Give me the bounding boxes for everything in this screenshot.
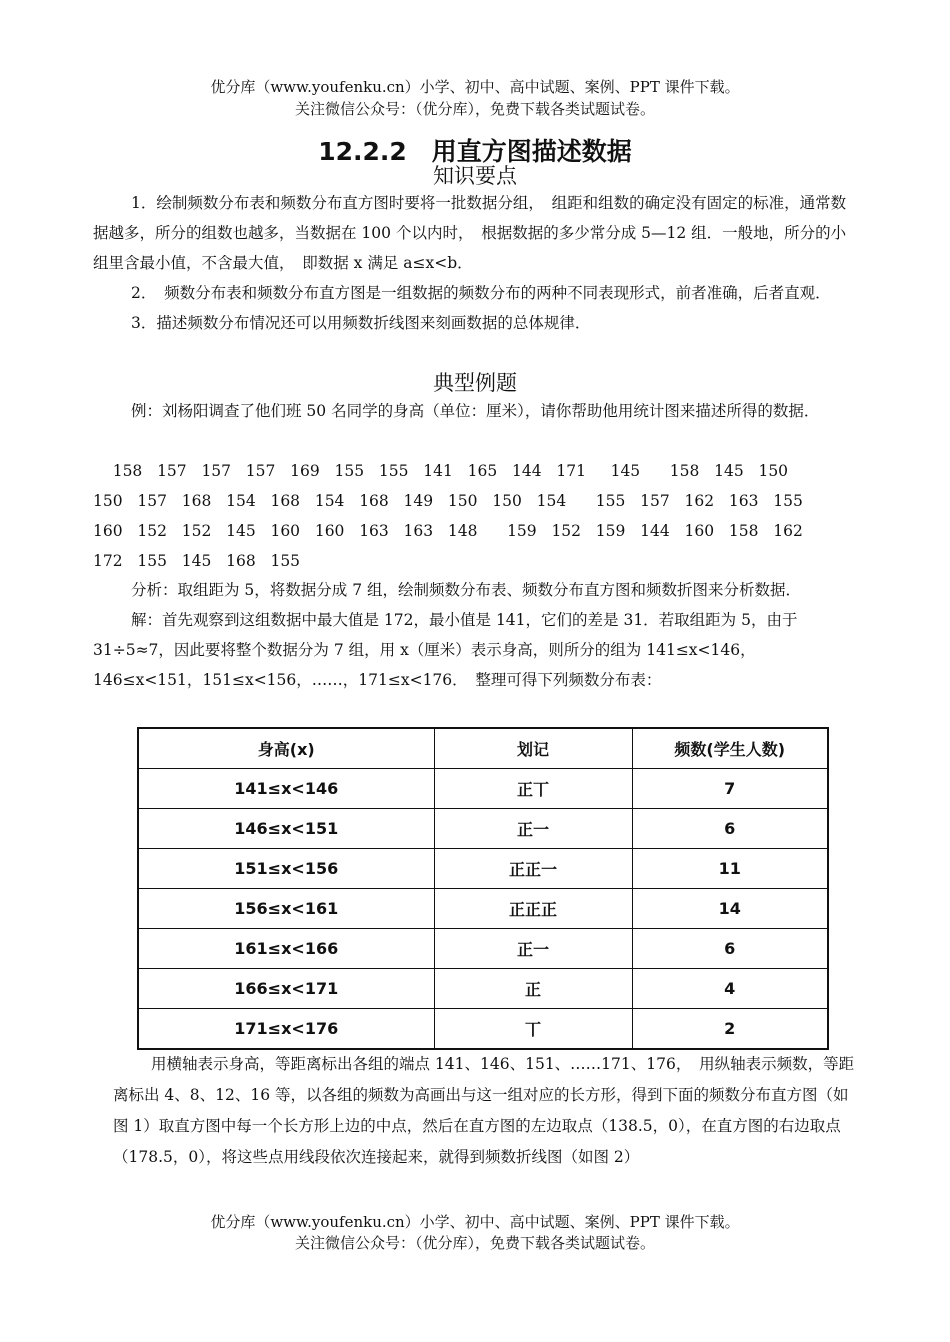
key-point-2: 2． 频数分布表和频数分布直方图是一组数据的频数分布的两种不同表现形式，前者准确，后者直观． (131, 284, 831, 302)
cell-tally: 正正正 (434, 889, 632, 929)
cell-frequency: 6 (632, 809, 828, 849)
key-point-3: 3．描述频数分布情况还可以用频数折线图来刻画数据的总体规律． (131, 314, 591, 332)
column-header-frequency: 频数(学生人数) (632, 728, 828, 769)
cell-frequency: 4 (632, 969, 828, 1009)
table-row (138, 969, 828, 1009)
table-row (138, 769, 828, 809)
cell-frequency: 11 (632, 849, 828, 889)
table-row (138, 849, 828, 889)
table-header-row (138, 728, 828, 769)
data-row: 172 155 145 168 155 (93, 552, 301, 570)
cell-tally: 正正一 (434, 849, 632, 889)
cell-tally: 正丅 (434, 769, 632, 809)
section-heading-examples: 典型例题 (433, 371, 517, 395)
data-row: 160 152 152 145 160 160 163 163 148 159 152 159 144 160 158 162 (93, 522, 803, 540)
cell-tally: 丅 (434, 1009, 632, 1050)
column-header-height: 身高(x) (138, 728, 434, 769)
example-statement (93, 396, 861, 426)
footer-line-1: 优分库（www.youfenku.cn）小学、初中、高中试题、案例、PPT 课件下载。 (210, 1213, 740, 1231)
frequency-table (137, 727, 829, 1050)
page-title: 12.2.2 用直方图描述数据 (318, 137, 632, 166)
analysis-text: 分析：取组距为 5，将数据分成 7 组，绘制频数分布表、频数分布直方图和频数折图来分析数据． (131, 581, 802, 599)
cell-range: 151≤x<156 (138, 849, 434, 889)
column-header-tally: 划记 (434, 728, 632, 769)
header-line-2: 关注微信公众号：（优分库），免费下载各类试题试卷。 (294, 100, 655, 118)
header-line-1: 优分库（www.youfenku.cn）小学、初中、高中试题、案例、PPT 课件下载。 (210, 78, 740, 96)
cell-tally: 正一 (434, 809, 632, 849)
cell-range: 171≤x<176 (138, 1009, 434, 1050)
cell-frequency: 7 (632, 769, 828, 809)
analysis-and-solution (93, 575, 861, 695)
cell-range: 156≤x<161 (138, 889, 434, 929)
closing-paragraph (113, 1049, 861, 1173)
example-text: 例：刘杨阳调查了他们班 50 名同学的身高（单位：厘米），请你帮助他用统计图来描述所得的数据． (131, 402, 820, 420)
solution-text: 解：首先观察到这组数据中最大值是 172，最小值是 141，它们的差是 31．若取组距为 5，由于 31÷5≈7，因此要将整个数据分为 7 组，用 x（厘米）表示身高，则所分的组为 141≤x<146，146≤x<151，151≤x<156，……，171≤x<176． 整理可得下列频数分布表： (93, 611, 798, 689)
cell-tally: 正一 (434, 929, 632, 969)
table-row (138, 809, 828, 849)
height-data-list (93, 456, 883, 576)
cell-frequency: 6 (632, 929, 828, 969)
table-row (138, 889, 828, 929)
key-points-body (93, 188, 861, 338)
cell-range: 166≤x<171 (138, 969, 434, 1009)
cell-range: 161≤x<166 (138, 929, 434, 969)
cell-tally: 正 (434, 969, 632, 1009)
table-row (138, 1009, 828, 1050)
data-row: 158 157 157 157 169 155 155 141 165 144 171 145 158 145 150 (93, 462, 789, 480)
data-row: 150 157 168 154 168 154 168 149 150 150 154 155 157 162 163 155 (93, 492, 803, 510)
table-row (138, 929, 828, 969)
key-point-1: 1．绘制频数分布表和频数分布直方图时要将一批数据分组， 组距和组数的确定没有固定的标准，通常数据越多，所分的组数也越多，当数据在 100 个以内时， 根据数据的多少常分成 5—12 组．一般地，所分的小组里含最小值，不含最大值， 即数据 x 满足 a≤x<b． (93, 194, 847, 272)
footer-line-2: 关注微信公众号：（优分库），免费下载各类试题试卷。 (294, 1234, 655, 1252)
cell-frequency: 2 (632, 1009, 828, 1050)
closing-text: 用横轴表示身高，等距离标出各组的端点 141、146、151、……171、176， 用纵轴表示频数，等距离标出 4、8、12、16 等，以各组的频数为高画出与这一组对应的长方形，得到下面的频数分布直方图（如图 1）取直方图中每一个长方形上边的中点，然后在直方图的左边取点（138.5，0），在直方图的右边取点（178.5，0），将这些点用线段依次连接起来，就得到频数折线图（如图 2） (113, 1055, 855, 1166)
section-heading-key-points: 知识要点 (433, 164, 517, 188)
cell-frequency: 14 (632, 889, 828, 929)
cell-range: 141≤x<146 (138, 769, 434, 809)
cell-range: 146≤x<151 (138, 809, 434, 849)
